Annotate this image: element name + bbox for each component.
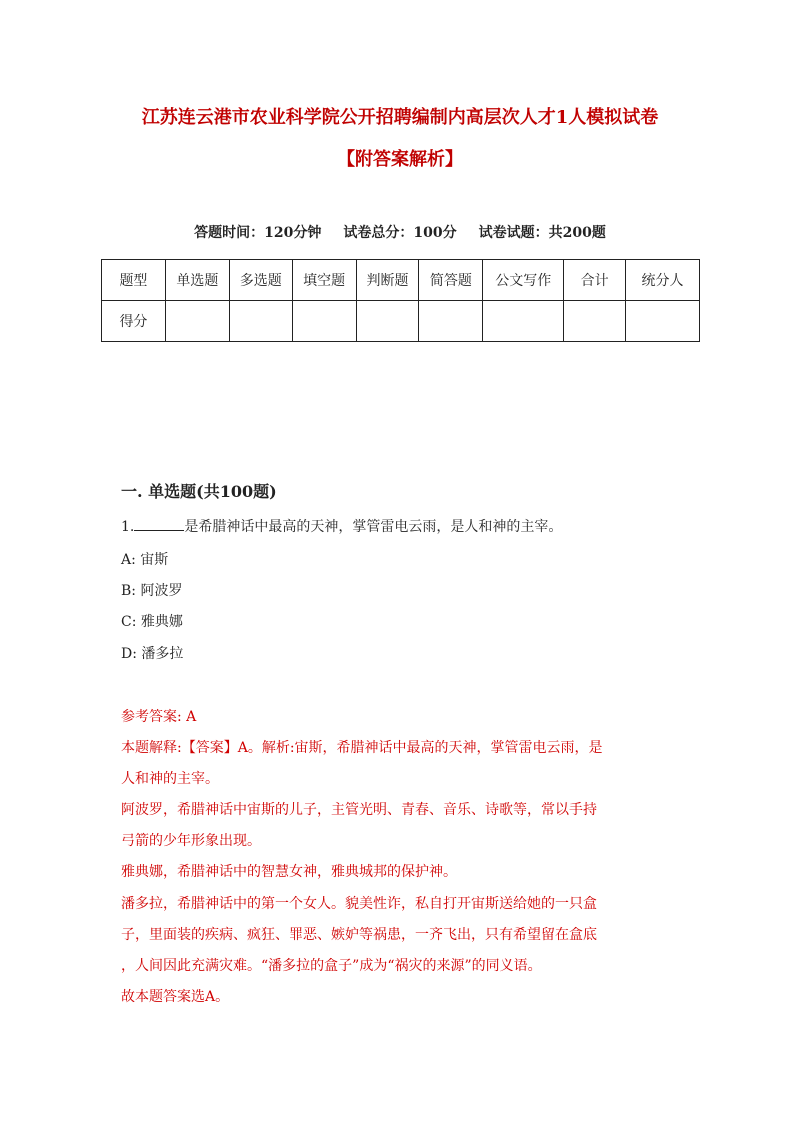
score-cell <box>165 301 229 342</box>
explanation-line: 本题解释:【答案】A。解析:宙斯，希腊神话中最高的天神，掌管雷电云雨，是 <box>121 740 603 756</box>
document-subtitle: 【附答案解析】 <box>337 149 463 170</box>
score-cell <box>356 301 419 342</box>
option-a: A: 宙斯 <box>121 552 169 568</box>
score-cell <box>292 301 356 342</box>
explanation-line: 弓箭的少年形象出现。 <box>121 833 261 849</box>
score-table <box>101 259 700 342</box>
reference-answer: 参考答案: A <box>121 709 197 725</box>
exam-info <box>0 222 800 244</box>
score-header-cell: 合计 <box>564 260 626 301</box>
score-cell <box>564 301 626 342</box>
section-title: 一. 单选题(共100题) <box>121 482 277 501</box>
option-b: B: 阿波罗 <box>121 583 183 599</box>
score-header-cell: 填空题 <box>292 260 356 301</box>
exam-time: 答题时间：120分钟 <box>194 225 322 241</box>
exam-total-score: 试卷总分：100分 <box>343 225 457 241</box>
score-row-label: 得分 <box>102 301 166 342</box>
score-cell <box>626 301 700 342</box>
score-cell <box>419 301 483 342</box>
explanation-line: 阿波罗，希腊神话中宙斯的儿子，主管光明、青春、音乐、诗歌等，常以手持 <box>121 802 597 818</box>
score-cell <box>229 301 292 342</box>
score-header-cell: 判断题 <box>356 260 419 301</box>
explanation-line: 雅典娜，希腊神话中的智慧女神，雅典城邦的保护神。 <box>121 864 457 880</box>
explanation-line: 子，里面装的疾病、疯狂、罪恶、嫉妒等祸患，一齐飞出，只有希望留在盒底 <box>121 927 597 943</box>
score-header-cell: 多选题 <box>229 260 292 301</box>
question-text: 是希腊神话中最高的天神，掌管雷电云雨，是人和神的主宰。 <box>184 519 563 535</box>
question-number: 1. <box>121 519 135 535</box>
explanation-line: 潘多拉，希腊神话中的第一个女人。貌美性诈，私自打开宙斯送给她的一只盒 <box>121 896 597 912</box>
explanation-line: 故本题答案选A。 <box>121 989 230 1005</box>
score-cell <box>483 301 564 342</box>
score-table-header-row <box>102 260 700 301</box>
score-header-cell: 统分人 <box>626 260 700 301</box>
option-d: D: 潘多拉 <box>121 646 184 662</box>
score-header-cell: 公文写作 <box>483 260 564 301</box>
score-table-score-row <box>102 301 700 342</box>
explanation-line: ，人间因此充满灾难。“潘多拉的盒子”成为“祸灾的来源”的同义语。 <box>121 958 542 974</box>
document-title: 江苏连云港市农业科学院公开招聘编制内高层次人才1人模拟试卷 <box>141 107 659 128</box>
exam-question-count: 试卷试题：共200题 <box>478 225 606 241</box>
explanation-line: 人和神的主宰。 <box>121 771 219 787</box>
score-header-cell: 题型 <box>102 260 166 301</box>
question-stem <box>121 516 562 538</box>
score-header-cell: 简答题 <box>419 260 483 301</box>
score-header-cell: 单选题 <box>165 260 229 301</box>
answer-blank <box>134 516 184 531</box>
option-c: C: 雅典娜 <box>121 614 183 630</box>
